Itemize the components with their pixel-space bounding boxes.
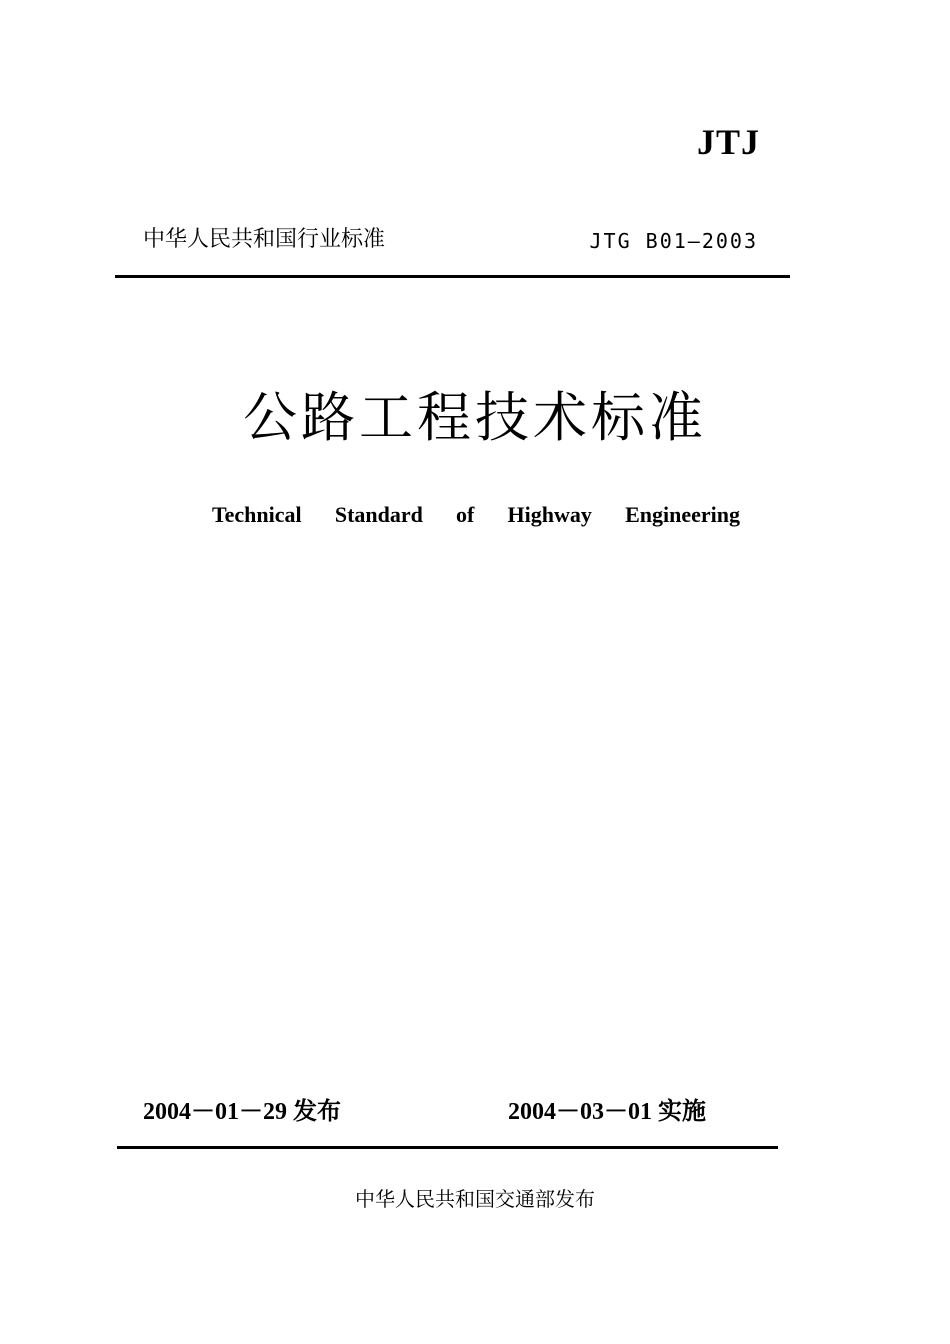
title-english-word: Standard (334, 502, 423, 527)
title-english-word: Highway (507, 502, 592, 527)
title-english (212, 500, 740, 530)
standard-code-mark: JTJ (696, 122, 760, 162)
footer-divider (117, 1146, 778, 1149)
publisher: 中华人民共和国交通部发布 (355, 1187, 595, 1211)
effective-date: 2004－03－01 实施 (508, 1099, 706, 1125)
title-english-word: Engineering (625, 502, 740, 527)
title-english-word: Technical (212, 502, 302, 527)
title-english-word: of (456, 502, 475, 527)
issue-date: 2004－01－29 发布 (143, 1099, 341, 1125)
title-chinese: 公路工程技术标准 (243, 386, 707, 449)
standard-number: JTG B01—2003 (589, 229, 758, 253)
header-divider (115, 275, 790, 278)
standard-category: 中华人民共和国行业标准 (143, 227, 386, 252)
